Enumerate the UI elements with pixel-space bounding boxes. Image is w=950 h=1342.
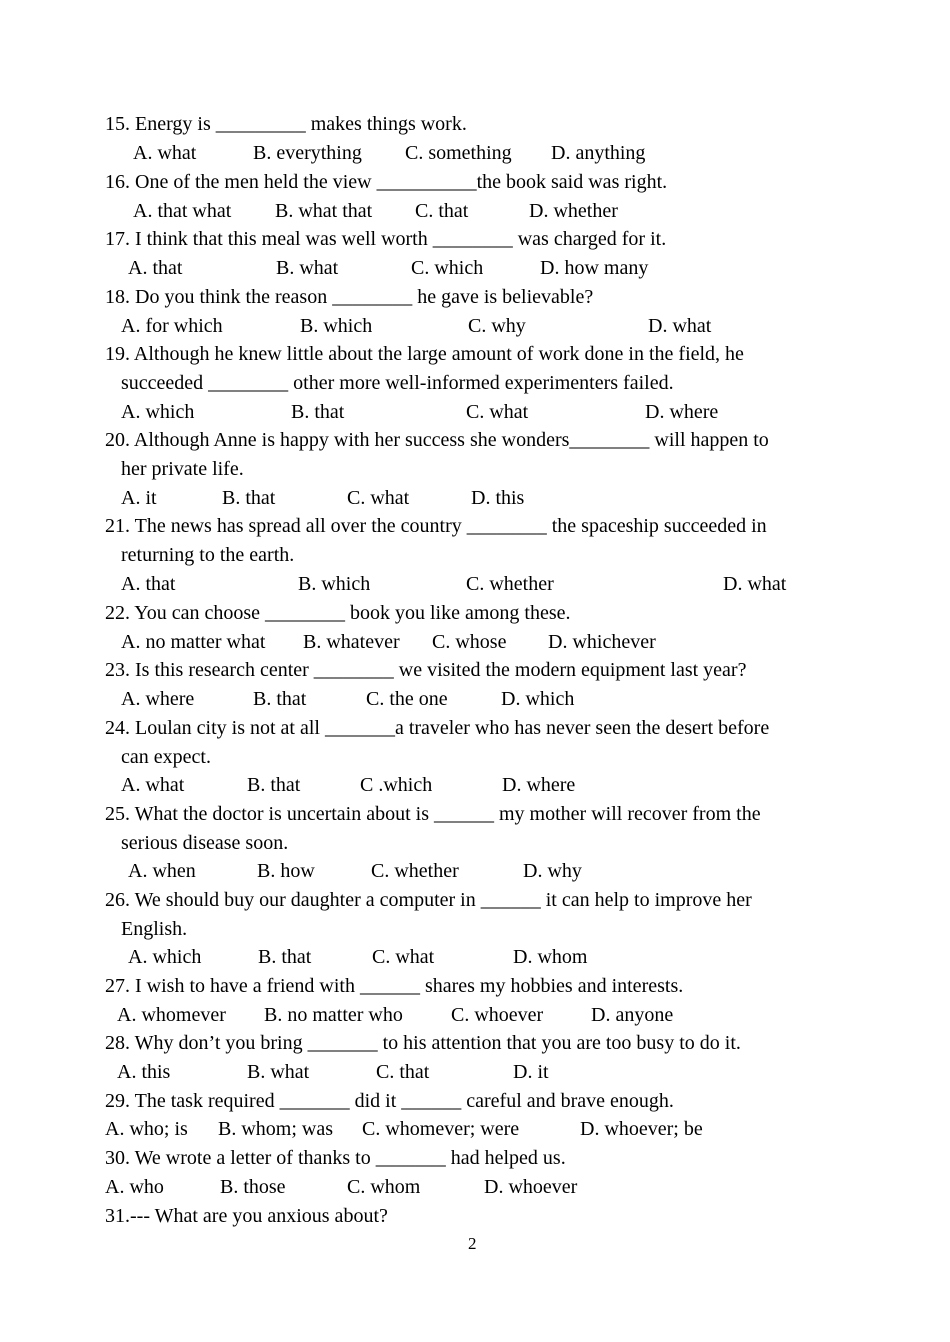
- question-19-option-c: C. what: [466, 401, 529, 423]
- question-18-text: 18. Do you think the reason ________ he gave is believable?: [105, 286, 594, 308]
- question-19-option-a: A. which: [121, 401, 195, 423]
- question-21-text: 21. The news has spread all over the country ________ the spaceship succeeded in: [105, 515, 767, 537]
- question-22-option-b: B. whatever: [303, 631, 400, 653]
- question-17-option-d: D. how many: [540, 257, 649, 279]
- question-29-option-a: A. who; is: [105, 1118, 188, 1140]
- question-22-option-a: A. no matter what: [121, 631, 266, 653]
- question-18-option-d: D. what: [648, 315, 712, 337]
- question-15-option-a: A. what: [133, 142, 197, 164]
- question-28-option-b: B. what: [247, 1061, 310, 1083]
- question-28-text: 28. Why don’t you bring _______ to his attention that you are too busy to do it.: [105, 1032, 741, 1054]
- question-24-option-a: A. what: [121, 774, 185, 796]
- question-20-option-d: D. this: [471, 487, 525, 509]
- question-26-option-b: B. that: [258, 946, 312, 968]
- question-24-text-continued: can expect.: [121, 746, 211, 768]
- question-23-option-a: A. where: [121, 688, 195, 710]
- question-30-option-d: D. whoever: [484, 1176, 578, 1198]
- question-21-option-d: D. what: [723, 573, 787, 595]
- question-26-option-a: A. which: [128, 946, 202, 968]
- question-31-text: 31.--- What are you anxious about?: [105, 1205, 388, 1227]
- question-17-option-a: A. that: [128, 257, 183, 279]
- question-24-option-d: D. where: [502, 774, 576, 796]
- question-24-text: 24. Loulan city is not at all _______a traveler who has never seen the desert before: [105, 717, 770, 739]
- question-16-option-d: D. whether: [529, 200, 618, 222]
- question-21-option-b: B. which: [298, 573, 371, 595]
- question-25-text-continued: serious disease soon.: [121, 832, 289, 854]
- question-30-option-c: C. whom: [347, 1176, 421, 1198]
- question-27-text: 27. I wish to have a friend with ______ shares my hobbies and interests.: [105, 975, 684, 997]
- question-25-option-b: B. how: [257, 860, 315, 882]
- question-26-text-continued: English.: [121, 918, 188, 940]
- question-17-text: 17. I think that this meal was well worth ________ was charged for it.: [105, 228, 667, 250]
- question-19-option-d: D. where: [645, 401, 719, 423]
- question-16-option-c: C. that: [415, 200, 469, 222]
- question-15-text: 15. Energy is _________ makes things work.: [105, 113, 467, 135]
- question-15-option-b: B. everything: [253, 142, 362, 164]
- question-30-text: 30. We wrote a letter of thanks to _______ had helped us.: [105, 1147, 566, 1169]
- question-17-option-b: B. what: [276, 257, 339, 279]
- question-29-text: 29. The task required _______ did it ______ careful and brave enough.: [105, 1090, 674, 1112]
- question-24-option-b: B. that: [247, 774, 301, 796]
- question-17-option-c: C. which: [411, 257, 484, 279]
- question-18-option-a: A. for which: [121, 315, 223, 337]
- question-30-option-a: A. who: [105, 1176, 164, 1198]
- question-27-option-a: A. whomever: [117, 1004, 226, 1026]
- question-20-option-b: B. that: [222, 487, 276, 509]
- question-27-option-b: B. no matter who: [264, 1004, 403, 1026]
- question-29-option-c: C. whomever; were: [362, 1118, 520, 1140]
- question-29-option-d: D. whoever; be: [580, 1118, 703, 1140]
- question-20-text: 20. Although Anne is happy with her success she wonders________ will happen to: [105, 429, 769, 451]
- question-22-option-d: D. whichever: [548, 631, 656, 653]
- question-27-option-c: C. whoever: [451, 1004, 544, 1026]
- question-25-option-a: A. when: [128, 860, 196, 882]
- question-28-option-a: A. this: [117, 1061, 171, 1083]
- question-23-text: 23. Is this research center ________ we visited the modern equipment last year?: [105, 659, 747, 681]
- question-21-text-continued: returning to the earth.: [121, 544, 295, 566]
- question-26-text: 26. We should buy our daughter a computer in ______ it can help to improve her: [105, 889, 752, 911]
- question-21-option-a: A. that: [121, 573, 176, 595]
- question-26-option-c: C. what: [372, 946, 435, 968]
- question-24-option-c: C .which: [360, 774, 433, 796]
- question-23-option-c: C. the one: [366, 688, 448, 710]
- question-18-option-c: C. why: [468, 315, 526, 337]
- question-21-option-c: C. whether: [466, 573, 554, 595]
- question-15-option-c: C. something: [405, 142, 512, 164]
- question-23-option-d: D. which: [501, 688, 575, 710]
- question-19-option-b: B. that: [291, 401, 345, 423]
- question-16-text: 16. One of the men held the view __________the book said was right.: [105, 171, 668, 193]
- question-28-option-c: C. that: [376, 1061, 430, 1083]
- question-16-option-b: B. what that: [275, 200, 373, 222]
- question-22-text: 22. You can choose ________ book you like among these.: [105, 602, 571, 624]
- question-19-text-continued: succeeded ________ other more well-informed experimenters failed.: [121, 372, 674, 394]
- question-25-option-d: D. why: [523, 860, 582, 882]
- question-20-text-continued: her private life.: [121, 458, 244, 480]
- question-25-text: 25. What the doctor is uncertain about is ______ my mother will recover from the: [105, 803, 761, 825]
- question-25-option-c: C. whether: [371, 860, 459, 882]
- question-28-option-d: D. it: [513, 1061, 549, 1083]
- question-20-option-a: A. it: [121, 487, 157, 509]
- question-23-option-b: B. that: [253, 688, 307, 710]
- question-20-option-c: C. what: [347, 487, 410, 509]
- question-18-option-b: B. which: [300, 315, 373, 337]
- question-15-option-d: D. anything: [551, 142, 646, 164]
- question-27-option-d: D. anyone: [591, 1004, 674, 1026]
- question-22-option-c: C. whose: [432, 631, 507, 653]
- question-16-option-a: A. that what: [133, 200, 232, 222]
- question-30-option-b: B. those: [220, 1176, 286, 1198]
- page-number: 2: [468, 1234, 477, 1253]
- question-26-option-d: D. whom: [513, 946, 588, 968]
- question-19-text: 19. Although he knew little about the large amount of work done in the field, he: [105, 343, 744, 365]
- question-29-option-b: B. whom; was: [218, 1118, 333, 1140]
